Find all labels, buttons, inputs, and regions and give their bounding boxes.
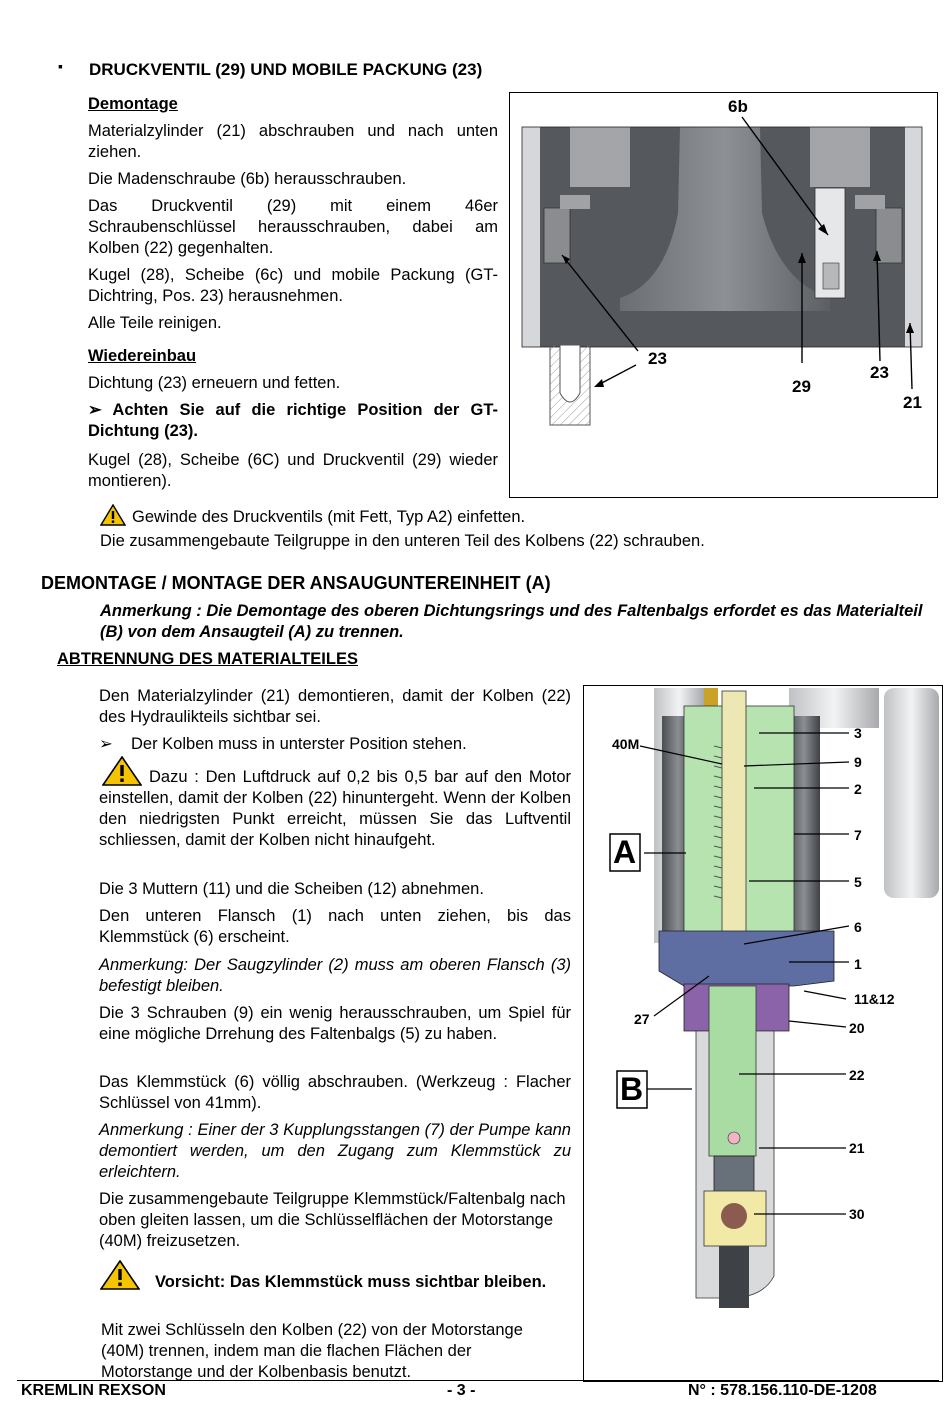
label-22: 22 xyxy=(849,1067,865,1083)
paragraph: Dichtung (23) erneuern und fetten. xyxy=(88,374,341,392)
paragraph: Materialzylinder (21) abschrauben und nach unten ziehen. xyxy=(88,122,498,161)
label-20: 20 xyxy=(849,1020,865,1036)
note-paragraph: Anmerkung: Der Saugzylinder (2) muss am oberen Flansch (3) befestigt bleiben. xyxy=(99,956,571,995)
bullet-text: Der Kolben muss in unterster Position stehen. xyxy=(131,735,467,753)
paragraph: Die Madenschraube (6b) herausschrauben. xyxy=(88,170,407,188)
label-3: 3 xyxy=(854,725,862,741)
label-29: 29 xyxy=(792,377,811,396)
demontage-heading: Demontage xyxy=(88,95,178,113)
paragraph: Die 3 Schrauben (9) ein wenig herausschrauben, um Spiel für eine mögliche Drrehung des Faltenbalgs (5) zu haben. xyxy=(99,1004,571,1043)
paragraph: Die zusammengebaute Teilgruppe in den unteren Teil des Kolbens (22) schrauben. xyxy=(100,532,705,550)
label-2: 2 xyxy=(854,781,862,797)
paragraph: Die zusammengebaute Teilgruppe Klemmstück/Faltenbalg nach oben gleiten lassen, um die Schlüsselflächen der Motorstange (40M) freizusetzen. xyxy=(99,1190,566,1250)
subtitle-abtrennung: ABTRENNUNG DES MATERIALTEILES xyxy=(57,650,358,668)
figure-druckventil xyxy=(509,92,938,498)
bullet-paragraph xyxy=(99,734,571,755)
figure-ansaug xyxy=(583,685,943,1382)
section-note: Anmerkung : Die Demontage des oberen Dichtungsrings und des Faltenbalgs erfordet es das Materialteil (B) von dem Ansaugteil (A) zu trennen. xyxy=(100,602,923,641)
druckventil-cross-section-drawing xyxy=(510,93,937,497)
label-6: 6 xyxy=(854,919,862,935)
label-23: 23 xyxy=(648,349,667,368)
arrow-bullet-icon: ➢ xyxy=(99,735,113,753)
label-27: 27 xyxy=(634,1011,650,1027)
footer-document-number: N° : 578.156.110-DE-1208 xyxy=(688,1382,877,1399)
warning-paragraph xyxy=(100,504,800,532)
important-note xyxy=(88,400,498,442)
label-1: 1 xyxy=(854,956,862,972)
label-7: 7 xyxy=(854,827,862,843)
label-21: 21 xyxy=(849,1140,865,1156)
caution-paragraph: Vorsicht: Das Klemmstück muss sichtbar bleiben. xyxy=(155,1273,547,1291)
paragraph: Die 3 Muttern (11) und die Scheiben (12) abnehmen. xyxy=(99,880,484,898)
paragraph: Den Materialzylinder (21) demontieren, damit der Kolben (22) des Hydraulikteils sichtbar sei. xyxy=(99,687,571,726)
paragraph: Kugel (28), Scheibe (6c) und mobile Packung (GT-Dichtring, Pos. 23) herausnehmen. xyxy=(88,266,498,305)
label-9: 9 xyxy=(854,754,862,770)
warning-icon xyxy=(100,504,126,532)
arrow-bullet-icon: ➢ xyxy=(88,401,102,419)
label-11-12: 11&12 xyxy=(854,991,895,1007)
note-paragraph: Anmerkung : Einer der 3 Kupplungsstangen (7) der Pumpe kann demontiert werden, um den Zugang zum Klemmstück zu erleichtern. xyxy=(99,1121,571,1181)
label-6b: 6b xyxy=(728,97,748,116)
footer-company: KREMLIN REXSON xyxy=(21,1382,166,1399)
label-21: 21 xyxy=(903,393,922,412)
warning-text: Gewinde des Druckventils (mit Fett, Typ A2) einfetten. xyxy=(132,508,526,526)
label-30: 30 xyxy=(849,1206,865,1222)
paragraph: Das Klemmstück (6) völlig abschrauben. (Werkzeug : Flacher Schlüssel von 41mm). xyxy=(99,1073,571,1112)
label-a: A xyxy=(613,834,637,870)
section-title-ansaug: DEMONTAGE / MONTAGE DER ANSAUGUNTEREINHEIT (A) xyxy=(41,573,551,593)
section-title-druckventil: DRUCKVENTIL (29) UND MOBILE PACKUNG (23) xyxy=(89,60,483,79)
bullet-marker: ▪ xyxy=(58,58,63,74)
ansaug-cross-section-drawing xyxy=(584,686,942,1381)
label-40m: 40M xyxy=(612,736,640,752)
label-5: 5 xyxy=(854,874,862,890)
paragraph: Das Druckventil (29) mit einem 46er Schraubenschlüssel herausschrauben, dabei am Kolben (22) gegenhalten. xyxy=(88,197,498,257)
footer-page-number: - 3 - xyxy=(447,1382,476,1399)
label-b: B xyxy=(620,1071,644,1107)
footer-rule xyxy=(17,1380,939,1381)
paragraph: Kugel (28), Scheibe (6C) und Druckventil (29) wieder montieren). xyxy=(88,451,498,490)
important-note-text: Achten Sie auf die richtige Position der GT-Dichtung (23). xyxy=(88,401,498,440)
label-23: 23 xyxy=(870,363,889,382)
paragraph: Den unteren Flansch (1) nach unten ziehen, bis das Klemmstück (6) erscheint. xyxy=(99,907,571,946)
paragraph: Alle Teile reinigen. xyxy=(88,314,222,332)
paragraph: Mit zwei Schlüsseln den Kolben (22) von der Motorstange (40M) trennen, indem man die flachen Flächen der Motorstange und der Kolbenbasis benutzt. xyxy=(101,1321,523,1381)
paragraph: Dazu : Den Luftdruck auf 0,2 bis 0,5 bar auf den Motor einstellen, damit der Kolben (22) hinuntergeht. Wenn der Kolben den niedrigsten Punkt erreicht, müssen Sie das Luftventil schliessen, damit der Kolben nicht hinaufgeht. xyxy=(99,768,571,849)
wiedereinbau-heading: Wiedereinbau xyxy=(88,347,197,365)
